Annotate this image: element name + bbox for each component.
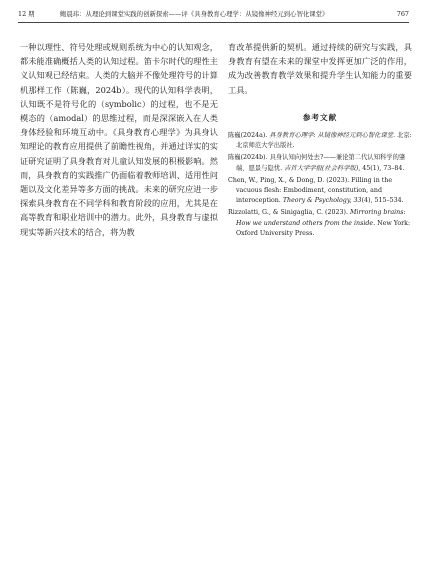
reference-list (228, 131, 412, 239)
body-paragraph: 一种以理性、符号处理或规则系统为中心的认知观念，都未能准确概括人类的认知过程。笛卡尔时代的理性主义认知观已经结束。人类的大脑并不像处理符号的计算机那样工作（陈巍，2024b）。现代的认知科学表明，认知既不是符号化的（symbolic）的过程，也不是无模态的（amodal）的思维过程，而是深深嵌入在人类身体经验和环境互动中。《具身教育心理学》为具身认知理论的教育应用提供了前瞻性视角，并通过详实的实证研究证明了具身教育对儿童认知发展的积极影响。然而，具身教育的实践推广仍面临着教师培训、适用性问题以及文化差异等多方面的挑战。未来的研究应进一步探索具身教育在不同学科和教育阶段的应用，尤其是在高等教育和职业培训中的潜力。此外，具身教育与虚拟现实等新兴技术的结合，将为教 (20, 42, 218, 237)
reference-item: 陈巍(2024b). 具身认知向何处去?——兼论第二代认知科学的肇端、愿景与隐忧. 吉首大学学报(社会科学版), 45(1), 73–84. (228, 154, 406, 172)
right-column (228, 40, 412, 241)
page-number: 767 (396, 10, 409, 18)
reference-item: Rizzolatti, G., & Sinigaglia, C. (2023). Mirroring brains: How we understand others from the inside. New York: Oxford University Press. (228, 209, 411, 237)
issue-number: 12 期 (18, 10, 35, 18)
references-heading: 参考文献 (302, 112, 338, 122)
body-paragraph-continued: 育改革提供新的契机。通过持续的研究与实践，具身教育有望在未来的课堂中发挥更加广泛的作用，成为改善教育教学效果和提升学生认知能力的重要工具。 (228, 42, 412, 95)
left-column (20, 40, 218, 239)
running-title: 鲍晨玮：从理论到课堂实践的创新探索——评《具身教育心理学：从镜像神经元到心智化课堂》 (60, 10, 329, 18)
reference-item: 陈巍(2024a). 具身教育心理学: 从镜像神经元到心智化课堂. 北京: 北京师范大学出版社. (228, 132, 412, 150)
running-header (18, 8, 409, 23)
reference-item: Chen, W., Ping, X., & Dong, D. (2023). Filling in the vacuous flesh: Embodiment, constitution, and interoception. Theory & Psychology, 33(4), 515–534. (228, 176, 404, 205)
